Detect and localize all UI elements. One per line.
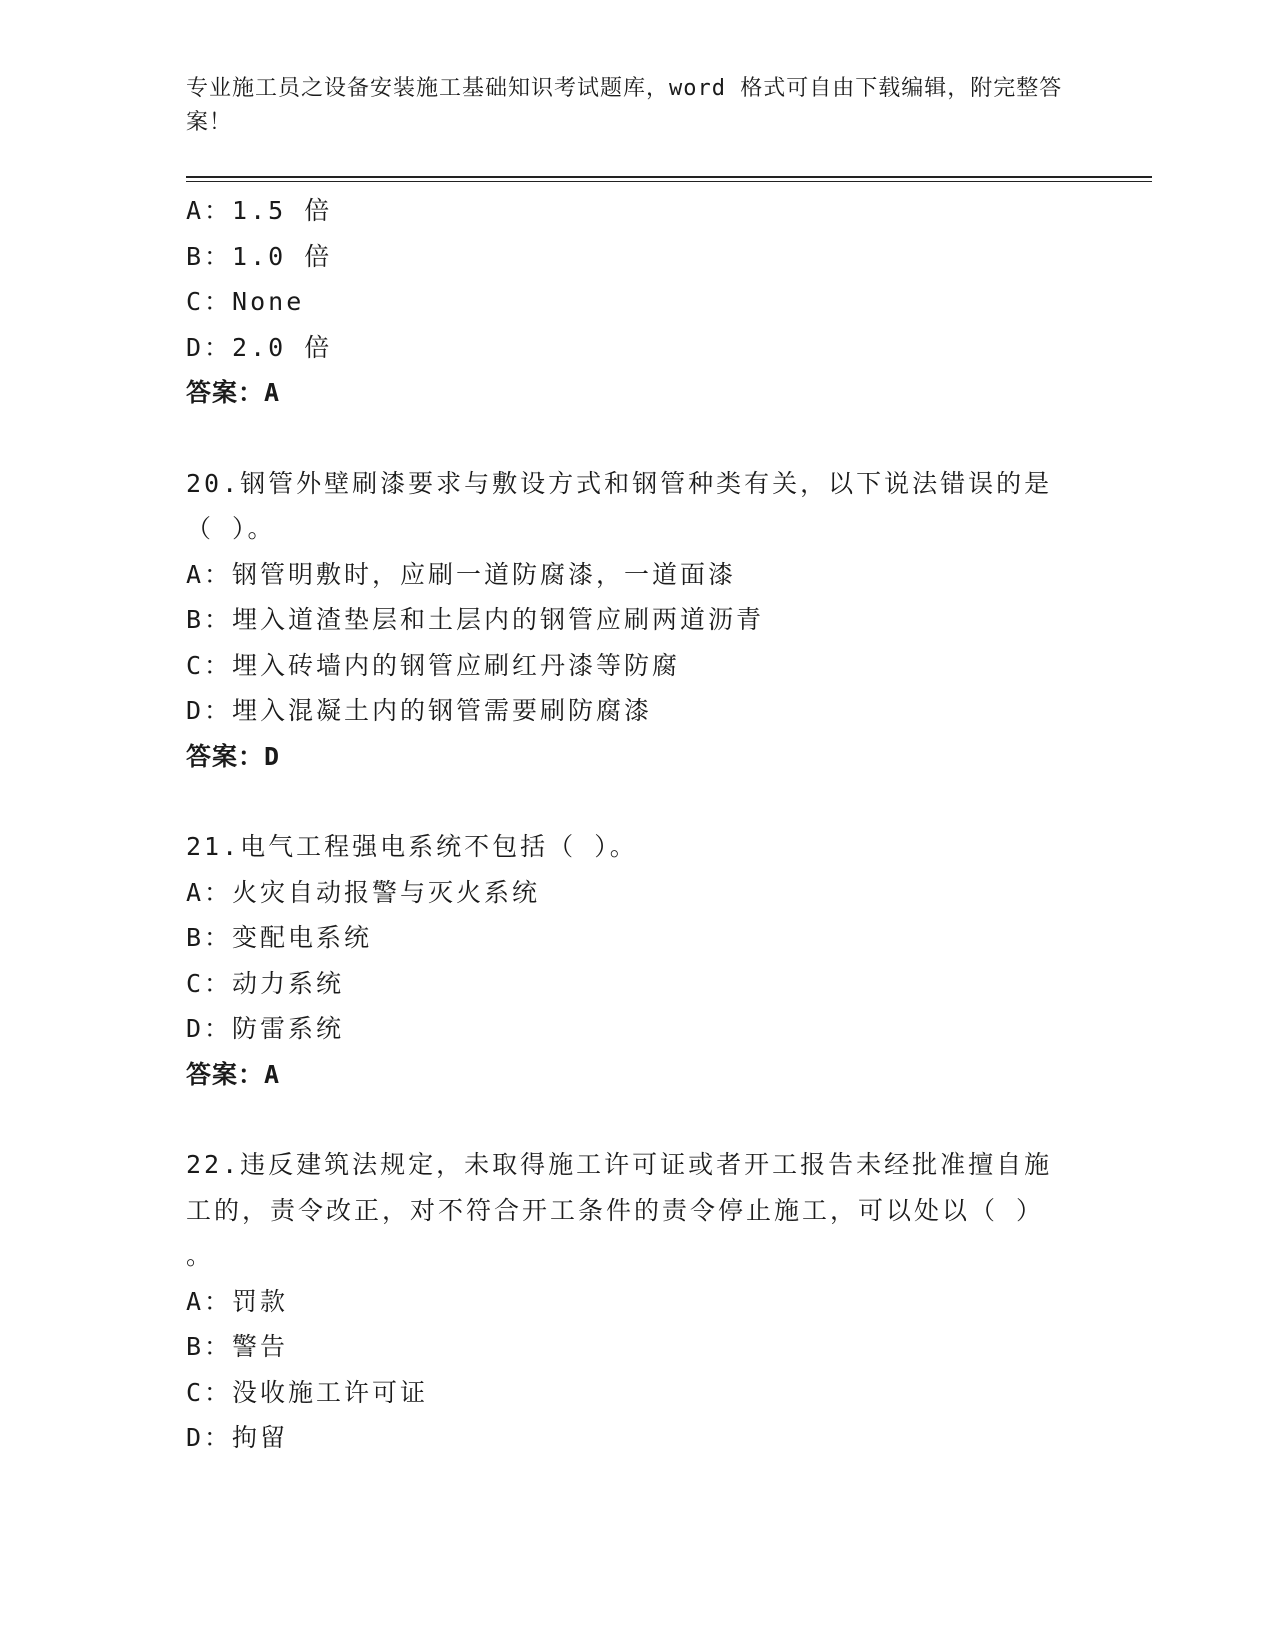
option-a: A：1.5 倍 xyxy=(186,196,333,225)
question-21 xyxy=(186,824,1086,1097)
option-c: C：没收施工许可证 xyxy=(186,1377,429,1407)
question-title-line: 22.违反建筑法规定，未取得施工许可证或者开工报告未经批准擅自施 xyxy=(186,1150,1053,1179)
option-b: B：1.0 倍 xyxy=(186,241,333,271)
answer: 答案：D xyxy=(186,741,281,771)
option-d: D：拘留 xyxy=(186,1423,289,1452)
option-b: B：变配电系统 xyxy=(186,923,373,952)
option-a: A：罚款 xyxy=(186,1286,289,1316)
question-20 xyxy=(186,461,1086,780)
option-b: B：警告 xyxy=(186,1332,289,1361)
question-22 xyxy=(186,1142,1086,1461)
prev-question xyxy=(186,188,1086,416)
question-title-line: （ ）。 xyxy=(186,514,276,543)
option-b: B：埋入道渣垫层和土层内的钢管应刷两道沥青 xyxy=(186,605,765,634)
option-a: A：钢管明敷时，应刷一道防腐漆，一道面漆 xyxy=(186,559,737,589)
question-title-line: 20.钢管外壁刷漆要求与敷设方式和钢管种类有关，以下说法错误的是 xyxy=(186,468,1053,498)
question-content xyxy=(186,188,1086,1461)
document-header xyxy=(186,72,1086,140)
option-a: A：火灾自动报警与灭火系统 xyxy=(186,877,541,907)
option-c: C：埋入砖墙内的钢管应刷红丹漆等防腐 xyxy=(186,650,681,680)
header-rule-thin xyxy=(186,181,1152,182)
question-title-line: 21.电气工程强电系统不包括（ ）。 xyxy=(186,832,638,861)
question-title-line: 。 xyxy=(186,1241,215,1270)
answer: 答案：A xyxy=(186,378,281,407)
option-c: C：None xyxy=(186,287,305,316)
option-d: D：防雷系统 xyxy=(186,1014,345,1043)
option-d: D：埋入混凝土内的钢管需要刷防腐漆 xyxy=(186,696,653,725)
header-title: 专业施工员之设备安装施工基础知识考试题库，word 格式可自由下载编辑，附完整答案！ xyxy=(186,76,1063,135)
option-c: C：动力系统 xyxy=(186,968,345,998)
option-d: D：2.0 倍 xyxy=(186,332,333,362)
question-title-line: 工的，责令改正，对不符合开工条件的责令停止施工，可以处以（ ） xyxy=(186,1195,1045,1225)
header-rule-thick xyxy=(186,176,1152,178)
answer: 答案：A xyxy=(186,1059,281,1089)
